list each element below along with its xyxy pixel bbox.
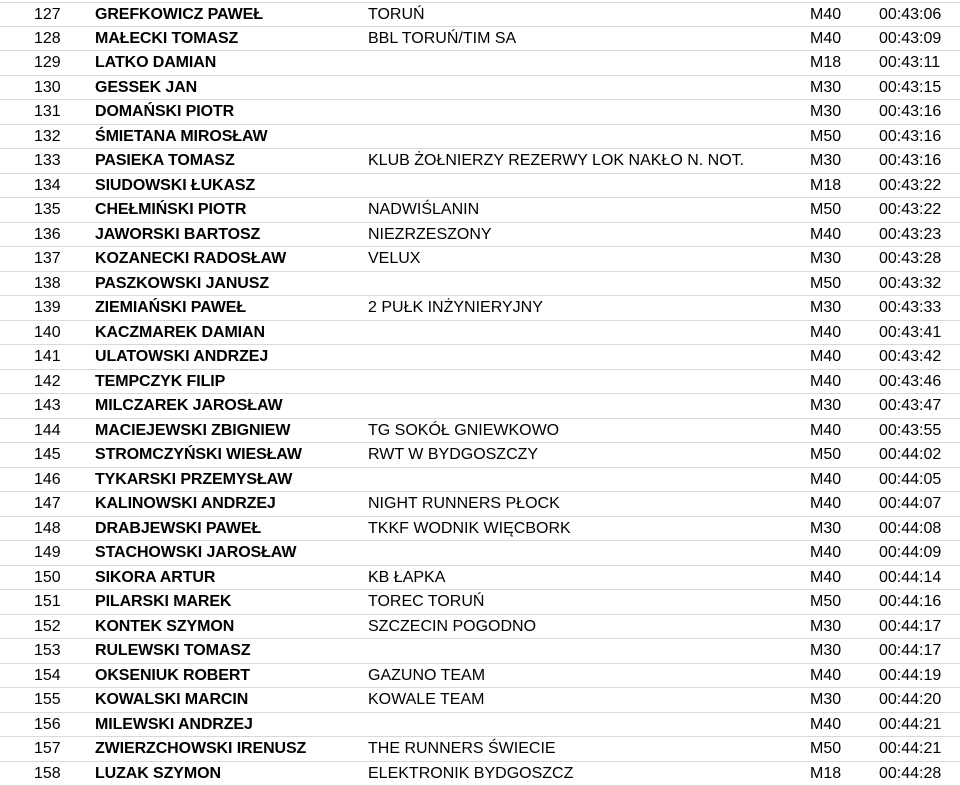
time-cell: 00:43:55 xyxy=(879,419,955,443)
table-row xyxy=(0,223,960,248)
club-cell: BBL TORUŃ/TIM SA xyxy=(368,27,798,51)
time-cell: 00:43:42 xyxy=(879,345,955,369)
category-cell: M40 xyxy=(810,370,860,394)
category-cell: M40 xyxy=(810,27,860,51)
name-cell: MAŁECKI TOMASZ xyxy=(95,27,360,51)
name-cell: ULATOWSKI ANDRZEJ xyxy=(95,345,360,369)
club-cell: VELUX xyxy=(368,247,798,271)
place-cell: 156 xyxy=(34,713,84,737)
club-cell: THE RUNNERS ŚWIECIE xyxy=(368,737,798,761)
place-cell: 150 xyxy=(34,566,84,590)
name-cell: JAWORSKI BARTOSZ xyxy=(95,223,360,247)
category-cell: M40 xyxy=(810,713,860,737)
category-cell: M40 xyxy=(810,223,860,247)
category-cell: M50 xyxy=(810,443,860,467)
time-cell: 00:44:09 xyxy=(879,541,955,565)
category-cell: M30 xyxy=(810,615,860,639)
name-cell: MACIEJEWSKI ZBIGNIEW xyxy=(95,419,360,443)
club-cell: ELEKTRONIK BYDGOSZCZ xyxy=(368,762,798,786)
category-cell: M30 xyxy=(810,149,860,173)
time-cell: 00:44:19 xyxy=(879,664,955,688)
category-cell: M30 xyxy=(810,76,860,100)
club-cell: KLUB ŻOŁNIERZY REZERWY LOK NAKŁO N. NOT. xyxy=(368,149,798,173)
time-cell: 00:43:16 xyxy=(879,125,955,149)
category-cell: M40 xyxy=(810,541,860,565)
place-cell: 149 xyxy=(34,541,84,565)
name-cell: TEMPCZYK FILIP xyxy=(95,370,360,394)
time-cell: 00:43:28 xyxy=(879,247,955,271)
club-cell: TG SOKÓŁ GNIEWKOWO xyxy=(368,419,798,443)
name-cell: KOWALSKI MARCIN xyxy=(95,688,360,712)
table-row xyxy=(0,566,960,591)
name-cell: STROMCZYŃSKI WIESŁAW xyxy=(95,443,360,467)
table-row xyxy=(0,517,960,542)
place-cell: 141 xyxy=(34,345,84,369)
time-cell: 00:44:20 xyxy=(879,688,955,712)
category-cell: M40 xyxy=(810,664,860,688)
category-cell: M40 xyxy=(810,419,860,443)
place-cell: 137 xyxy=(34,247,84,271)
club-cell: KB ŁAPKA xyxy=(368,566,798,590)
club-cell: NIEZRZESZONY xyxy=(368,223,798,247)
time-cell: 00:43:22 xyxy=(879,174,955,198)
club-cell: RWT W BYDGOSZCZY xyxy=(368,443,798,467)
time-cell: 00:44:16 xyxy=(879,590,955,614)
category-cell: M50 xyxy=(810,272,860,296)
name-cell: DOMAŃSKI PIOTR xyxy=(95,100,360,124)
club-cell: NADWIŚLANIN xyxy=(368,198,798,222)
club-cell: NIGHT RUNNERS PŁOCK xyxy=(368,492,798,516)
category-cell: M50 xyxy=(810,198,860,222)
place-cell: 139 xyxy=(34,296,84,320)
table-row xyxy=(0,713,960,738)
name-cell: SIKORA ARTUR xyxy=(95,566,360,590)
table-row xyxy=(0,590,960,615)
table-row xyxy=(0,198,960,223)
club-cell: TKKF WODNIK WIĘCBORK xyxy=(368,517,798,541)
table-row xyxy=(0,321,960,346)
time-cell: 00:43:41 xyxy=(879,321,955,345)
table-row xyxy=(0,762,960,786)
time-cell: 00:43:11 xyxy=(879,51,955,75)
place-cell: 130 xyxy=(34,76,84,100)
table-row xyxy=(0,51,960,76)
place-cell: 154 xyxy=(34,664,84,688)
club-cell: 2 PUŁK INŻYNIERYJNY xyxy=(368,296,798,320)
table-row xyxy=(0,272,960,297)
club-cell: KOWALE TEAM xyxy=(368,688,798,712)
category-cell: M18 xyxy=(810,51,860,75)
place-cell: 146 xyxy=(34,468,84,492)
category-cell: M30 xyxy=(810,296,860,320)
time-cell: 00:44:28 xyxy=(879,762,955,786)
time-cell: 00:43:09 xyxy=(879,27,955,51)
place-cell: 142 xyxy=(34,370,84,394)
table-row xyxy=(0,394,960,419)
name-cell: KALINOWSKI ANDRZEJ xyxy=(95,492,360,516)
name-cell: KACZMAREK DAMIAN xyxy=(95,321,360,345)
time-cell: 00:43:15 xyxy=(879,76,955,100)
category-cell: M40 xyxy=(810,566,860,590)
name-cell: MILCZAREK JAROSŁAW xyxy=(95,394,360,418)
club-cell: SZCZECIN POGODNO xyxy=(368,615,798,639)
name-cell: MILEWSKI ANDRZEJ xyxy=(95,713,360,737)
time-cell: 00:44:08 xyxy=(879,517,955,541)
category-cell: M30 xyxy=(810,517,860,541)
place-cell: 131 xyxy=(34,100,84,124)
table-row xyxy=(0,688,960,713)
table-row xyxy=(0,100,960,125)
category-cell: M30 xyxy=(810,639,860,663)
time-cell: 00:44:17 xyxy=(879,639,955,663)
name-cell: GESSEK JAN xyxy=(95,76,360,100)
place-cell: 145 xyxy=(34,443,84,467)
place-cell: 136 xyxy=(34,223,84,247)
name-cell: GREFKOWICZ PAWEŁ xyxy=(95,3,360,27)
place-cell: 147 xyxy=(34,492,84,516)
name-cell: PASIEKA TOMASZ xyxy=(95,149,360,173)
name-cell: KONTEK SZYMON xyxy=(95,615,360,639)
table-row xyxy=(0,345,960,370)
name-cell: DRABJEWSKI PAWEŁ xyxy=(95,517,360,541)
name-cell: ZIEMIAŃSKI PAWEŁ xyxy=(95,296,360,320)
table-row xyxy=(0,737,960,762)
category-cell: M40 xyxy=(810,321,860,345)
place-cell: 144 xyxy=(34,419,84,443)
table-row xyxy=(0,419,960,444)
table-row xyxy=(0,125,960,150)
table-row xyxy=(0,664,960,689)
time-cell: 00:43:33 xyxy=(879,296,955,320)
table-row xyxy=(0,76,960,101)
table-row xyxy=(0,247,960,272)
place-cell: 135 xyxy=(34,198,84,222)
name-cell: TYKARSKI PRZEMYSŁAW xyxy=(95,468,360,492)
time-cell: 00:43:16 xyxy=(879,100,955,124)
table-row xyxy=(0,149,960,174)
place-cell: 128 xyxy=(34,27,84,51)
category-cell: M30 xyxy=(810,688,860,712)
table-row xyxy=(0,468,960,493)
table-row xyxy=(0,541,960,566)
category-cell: M30 xyxy=(810,394,860,418)
table-row xyxy=(0,492,960,517)
category-cell: M40 xyxy=(810,492,860,516)
place-cell: 153 xyxy=(34,639,84,663)
time-cell: 00:44:02 xyxy=(879,443,955,467)
table-row xyxy=(0,443,960,468)
name-cell: LATKO DAMIAN xyxy=(95,51,360,75)
name-cell: CHEŁMIŃSKI PIOTR xyxy=(95,198,360,222)
category-cell: M50 xyxy=(810,737,860,761)
name-cell: PASZKOWSKI JANUSZ xyxy=(95,272,360,296)
time-cell: 00:44:17 xyxy=(879,615,955,639)
table-row xyxy=(0,2,960,27)
time-cell: 00:44:05 xyxy=(879,468,955,492)
time-cell: 00:43:47 xyxy=(879,394,955,418)
club-cell: TORUŃ xyxy=(368,3,798,27)
category-cell: M50 xyxy=(810,590,860,614)
name-cell: ZWIERZCHOWSKI IRENUSZ xyxy=(95,737,360,761)
place-cell: 134 xyxy=(34,174,84,198)
time-cell: 00:44:21 xyxy=(879,737,955,761)
category-cell: M40 xyxy=(810,345,860,369)
place-cell: 129 xyxy=(34,51,84,75)
name-cell: ŚMIETANA MIROSŁAW xyxy=(95,125,360,149)
table-row xyxy=(0,296,960,321)
name-cell: KOZANECKI RADOSŁAW xyxy=(95,247,360,271)
time-cell: 00:43:46 xyxy=(879,370,955,394)
place-cell: 143 xyxy=(34,394,84,418)
place-cell: 132 xyxy=(34,125,84,149)
name-cell: PILARSKI MAREK xyxy=(95,590,360,614)
club-cell: TOREC TORUŃ xyxy=(368,590,798,614)
place-cell: 138 xyxy=(34,272,84,296)
time-cell: 00:44:07 xyxy=(879,492,955,516)
category-cell: M18 xyxy=(810,762,860,786)
time-cell: 00:43:32 xyxy=(879,272,955,296)
table-row xyxy=(0,615,960,640)
place-cell: 158 xyxy=(34,762,84,786)
name-cell: LUZAK SZYMON xyxy=(95,762,360,786)
category-cell: M40 xyxy=(810,468,860,492)
name-cell: STACHOWSKI JAROSŁAW xyxy=(95,541,360,565)
place-cell: 127 xyxy=(34,3,84,27)
time-cell: 00:44:14 xyxy=(879,566,955,590)
name-cell: SIUDOWSKI ŁUKASZ xyxy=(95,174,360,198)
place-cell: 157 xyxy=(34,737,84,761)
place-cell: 155 xyxy=(34,688,84,712)
name-cell: OKSENIUK ROBERT xyxy=(95,664,360,688)
category-cell: M18 xyxy=(810,174,860,198)
name-cell: RULEWSKI TOMASZ xyxy=(95,639,360,663)
time-cell: 00:43:23 xyxy=(879,223,955,247)
table-row xyxy=(0,27,960,52)
club-cell: GAZUNO TEAM xyxy=(368,664,798,688)
time-cell: 00:43:22 xyxy=(879,198,955,222)
table-row xyxy=(0,174,960,199)
place-cell: 140 xyxy=(34,321,84,345)
table-row xyxy=(0,370,960,395)
category-cell: M40 xyxy=(810,3,860,27)
time-cell: 00:43:16 xyxy=(879,149,955,173)
place-cell: 151 xyxy=(34,590,84,614)
time-cell: 00:44:21 xyxy=(879,713,955,737)
category-cell: M30 xyxy=(810,247,860,271)
category-cell: M50 xyxy=(810,125,860,149)
time-cell: 00:43:06 xyxy=(879,3,955,27)
category-cell: M30 xyxy=(810,100,860,124)
table-row xyxy=(0,639,960,664)
place-cell: 133 xyxy=(34,149,84,173)
place-cell: 148 xyxy=(34,517,84,541)
place-cell: 152 xyxy=(34,615,84,639)
